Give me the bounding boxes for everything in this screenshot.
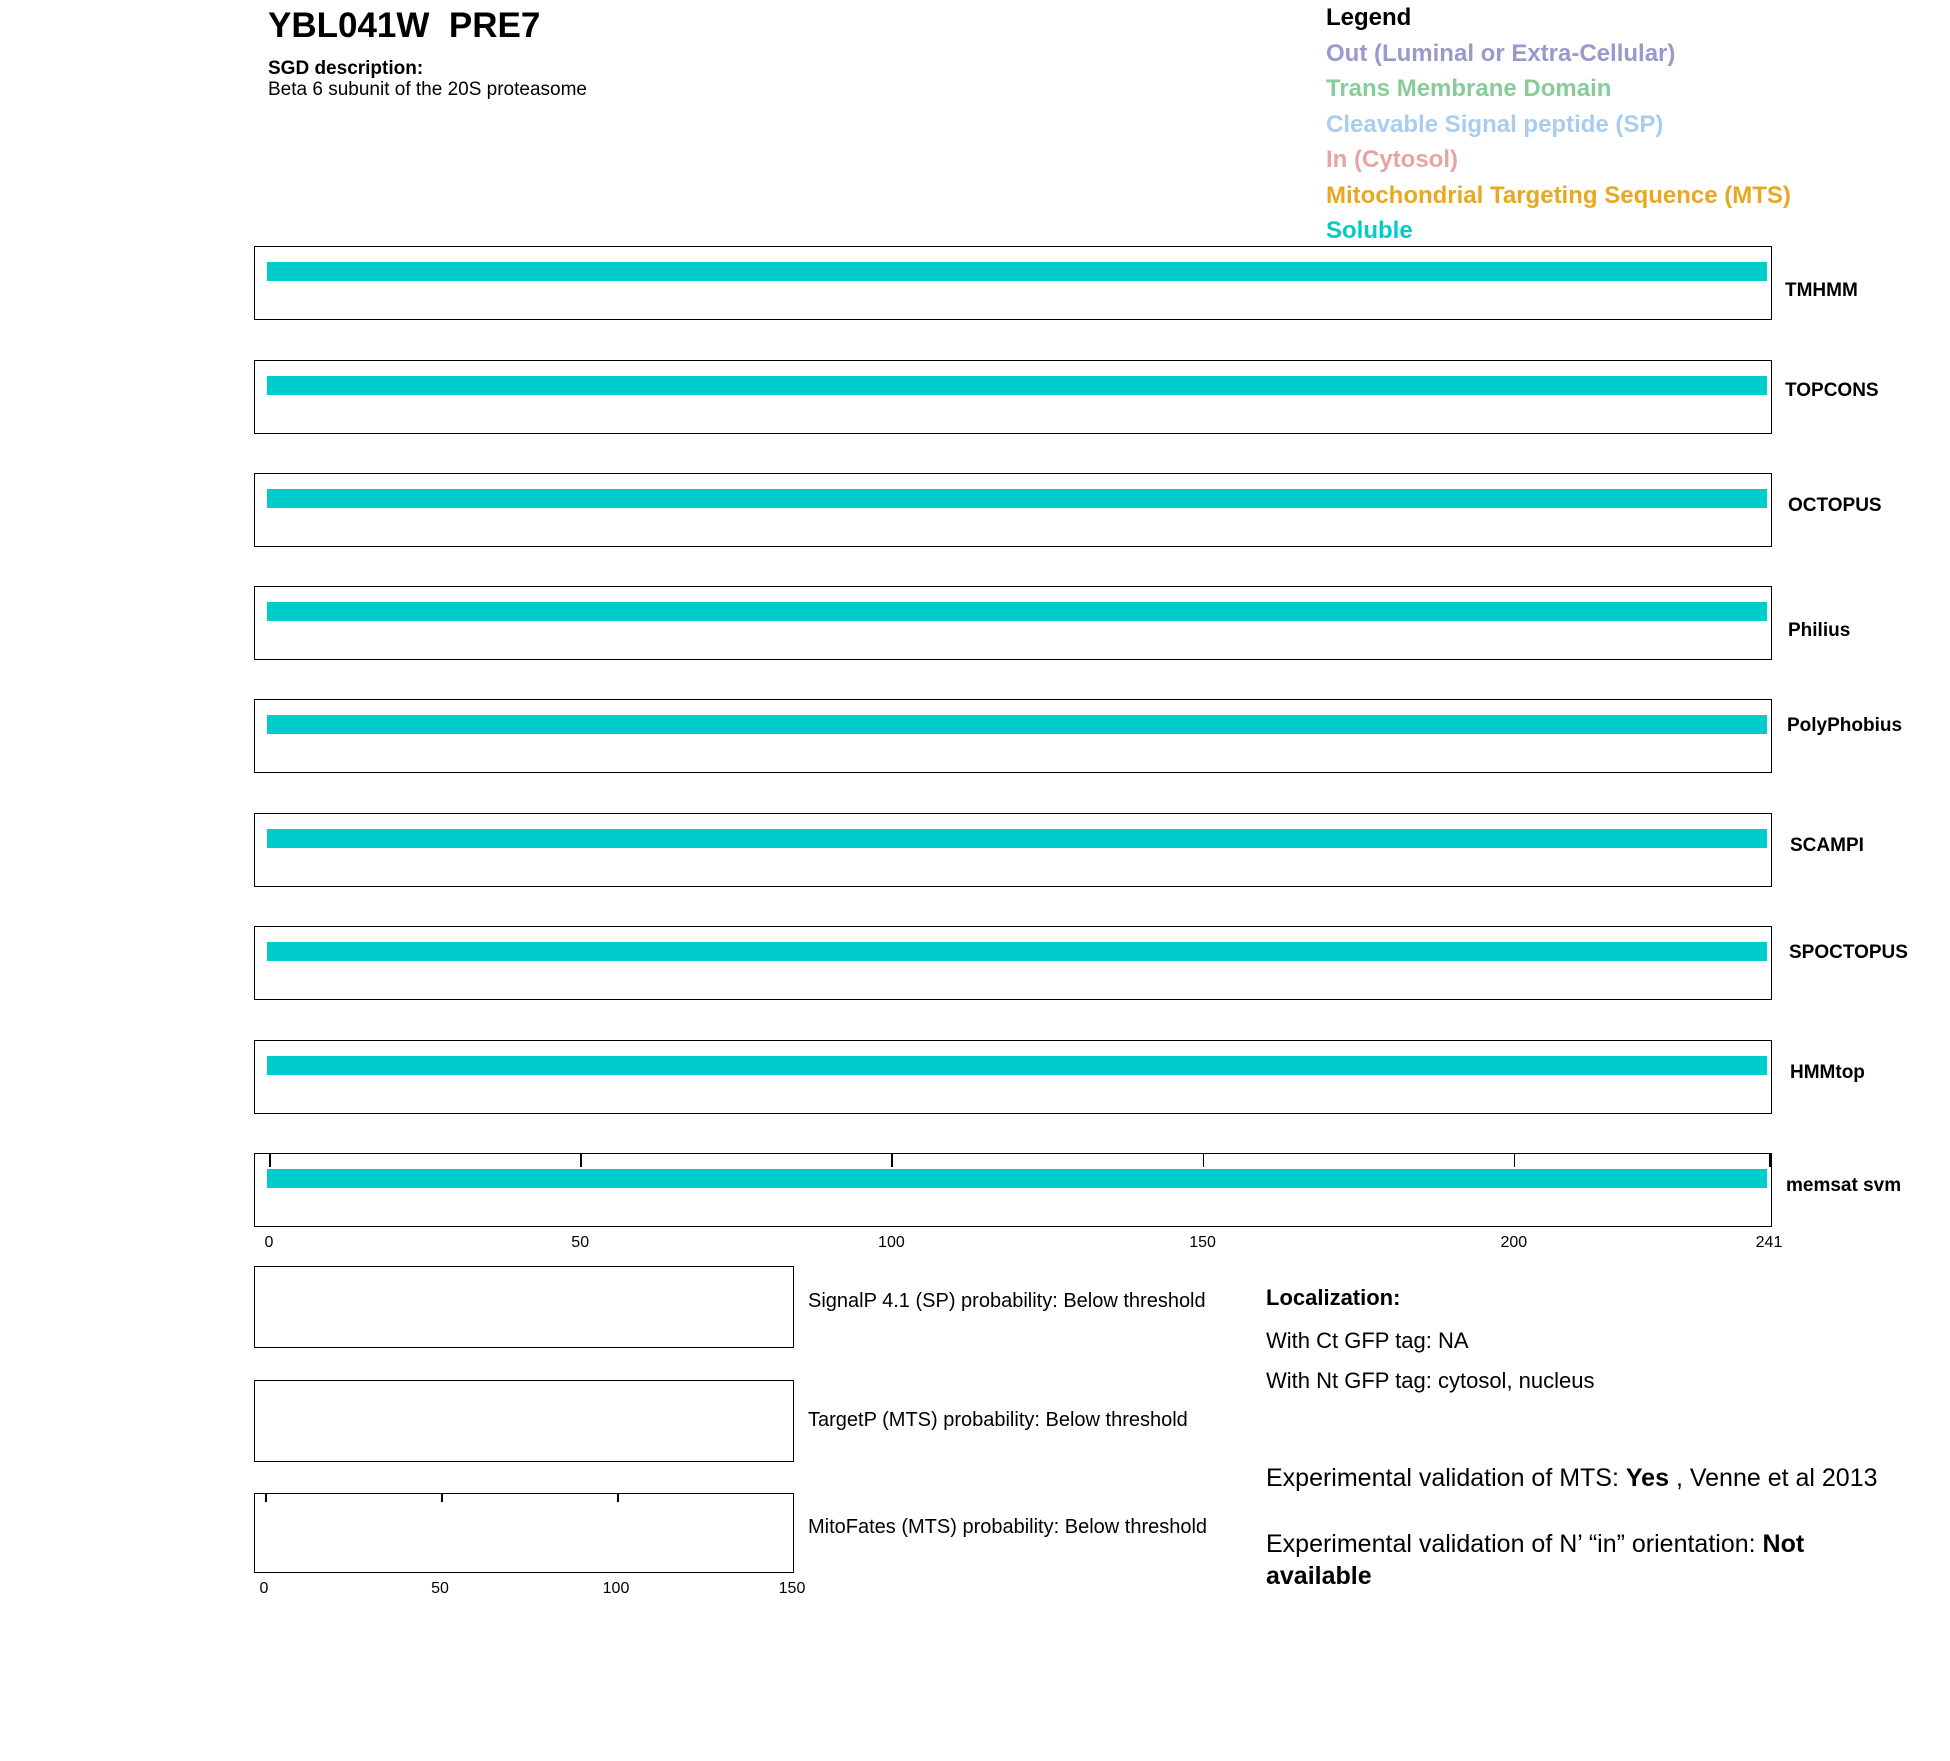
axis-tick-label: 200 bbox=[1500, 1234, 1528, 1251]
orientation-validation-prefix: Experimental validation of N’ “in” orientation: bbox=[1266, 1530, 1763, 1558]
track-label: HMMtop bbox=[1790, 1062, 1865, 1083]
segment-soluble bbox=[267, 489, 1767, 508]
legend-item-out: Out (Luminal or Extra-Cellular) bbox=[1326, 40, 1676, 67]
legend-item-transmembrane: Trans Membrane Domain bbox=[1326, 75, 1612, 102]
mts-validation bbox=[1266, 1462, 1906, 1494]
probability-axis-tick bbox=[617, 1494, 619, 1502]
legend-item-in: In (Cytosol) bbox=[1326, 146, 1458, 173]
track-label: PolyPhobius bbox=[1787, 715, 1903, 736]
segment-soluble bbox=[267, 1056, 1767, 1075]
mitofates-plot bbox=[254, 1493, 794, 1573]
segment-soluble bbox=[267, 1169, 1767, 1188]
targetp-plot bbox=[254, 1380, 794, 1462]
track-label: OCTOPUS bbox=[1788, 495, 1882, 516]
track-memsat-svm bbox=[254, 1153, 1772, 1227]
signalp-plot bbox=[254, 1266, 794, 1348]
track-label: SCAMPI bbox=[1790, 835, 1864, 856]
targetp-probability: TargetP (MTS) probability: Below threshold bbox=[808, 1409, 1188, 1431]
signalp-probability: SignalP 4.1 (SP) probability: Below threshold bbox=[808, 1290, 1206, 1312]
legend-item-signal-peptide: Cleavable Signal peptide (SP) bbox=[1326, 111, 1664, 138]
track-spoctopus bbox=[254, 926, 1772, 1000]
segment-soluble bbox=[267, 829, 1767, 848]
track-label: TMHMM bbox=[1785, 280, 1858, 301]
legend-item-mts: Mitochondrial Targeting Sequence (MTS) bbox=[1326, 182, 1791, 209]
segment-soluble bbox=[267, 376, 1767, 395]
track-polyphobius bbox=[254, 699, 1772, 773]
mts-validation-suffix: , Venne et al 2013 bbox=[1669, 1464, 1878, 1492]
probability-axis-tick-label: 100 bbox=[602, 1580, 630, 1597]
segment-soluble bbox=[267, 942, 1767, 961]
localization-nt: With Nt GFP tag: cytosol, nucleus bbox=[1266, 1368, 1595, 1393]
track-philius bbox=[254, 586, 1772, 660]
track-scampi bbox=[254, 813, 1772, 887]
axis-tick bbox=[1203, 1154, 1205, 1167]
axis-tick-label: 150 bbox=[1189, 1234, 1216, 1251]
track-label: TOPCONS bbox=[1785, 380, 1879, 401]
localization-title: Localization: bbox=[1266, 1285, 1401, 1310]
sgd-description-label: SGD description: bbox=[268, 58, 424, 79]
probability-axis-tick-label: 0 bbox=[259, 1580, 269, 1597]
probability-axis-tick bbox=[441, 1494, 443, 1502]
sgd-description: Beta 6 subunit of the 20S proteasome bbox=[268, 79, 587, 100]
axis-tick-label: 50 bbox=[571, 1234, 590, 1251]
track-label: SPOCTOPUS bbox=[1789, 942, 1908, 963]
mts-validation-value: Yes bbox=[1625, 1464, 1669, 1492]
mts-validation-prefix: Experimental validation of MTS: bbox=[1266, 1464, 1626, 1492]
axis-tick bbox=[891, 1154, 893, 1167]
track-octopus bbox=[254, 473, 1772, 547]
axis-tick-label: 241 bbox=[1755, 1234, 1783, 1251]
axis-tick-label: 100 bbox=[878, 1234, 905, 1251]
segment-soluble bbox=[267, 262, 1767, 281]
page-title: YBL041W PRE7 bbox=[268, 6, 541, 45]
track-hmmtop bbox=[254, 1040, 1772, 1114]
track-label: Philius bbox=[1788, 620, 1851, 641]
track-topcons bbox=[254, 360, 1772, 434]
mitofates-probability: MitoFates (MTS) probability: Below threshold bbox=[808, 1516, 1208, 1538]
axis-tick-label: 0 bbox=[264, 1234, 274, 1251]
axis-tick bbox=[580, 1154, 582, 1167]
segment-soluble bbox=[267, 715, 1767, 734]
axis-tick bbox=[1769, 1154, 1771, 1167]
localization-ct: With Ct GFP tag: NA bbox=[1266, 1328, 1469, 1353]
legend-item-soluble: Soluble bbox=[1326, 217, 1413, 244]
legend-title: Legend bbox=[1326, 4, 1412, 31]
segment-soluble bbox=[267, 602, 1767, 621]
probability-axis-tick bbox=[265, 1494, 267, 1502]
track-tmhmm bbox=[254, 246, 1772, 320]
orientation-validation-value: Not available bbox=[1266, 1530, 1805, 1590]
probability-axis-tick-label: 150 bbox=[778, 1580, 806, 1597]
axis-tick bbox=[1514, 1154, 1516, 1167]
axis-tick bbox=[269, 1154, 271, 1167]
probability-axis-tick-label: 50 bbox=[431, 1580, 449, 1597]
orientation-validation bbox=[1266, 1528, 1906, 1592]
track-label: memsat svm bbox=[1786, 1175, 1902, 1196]
